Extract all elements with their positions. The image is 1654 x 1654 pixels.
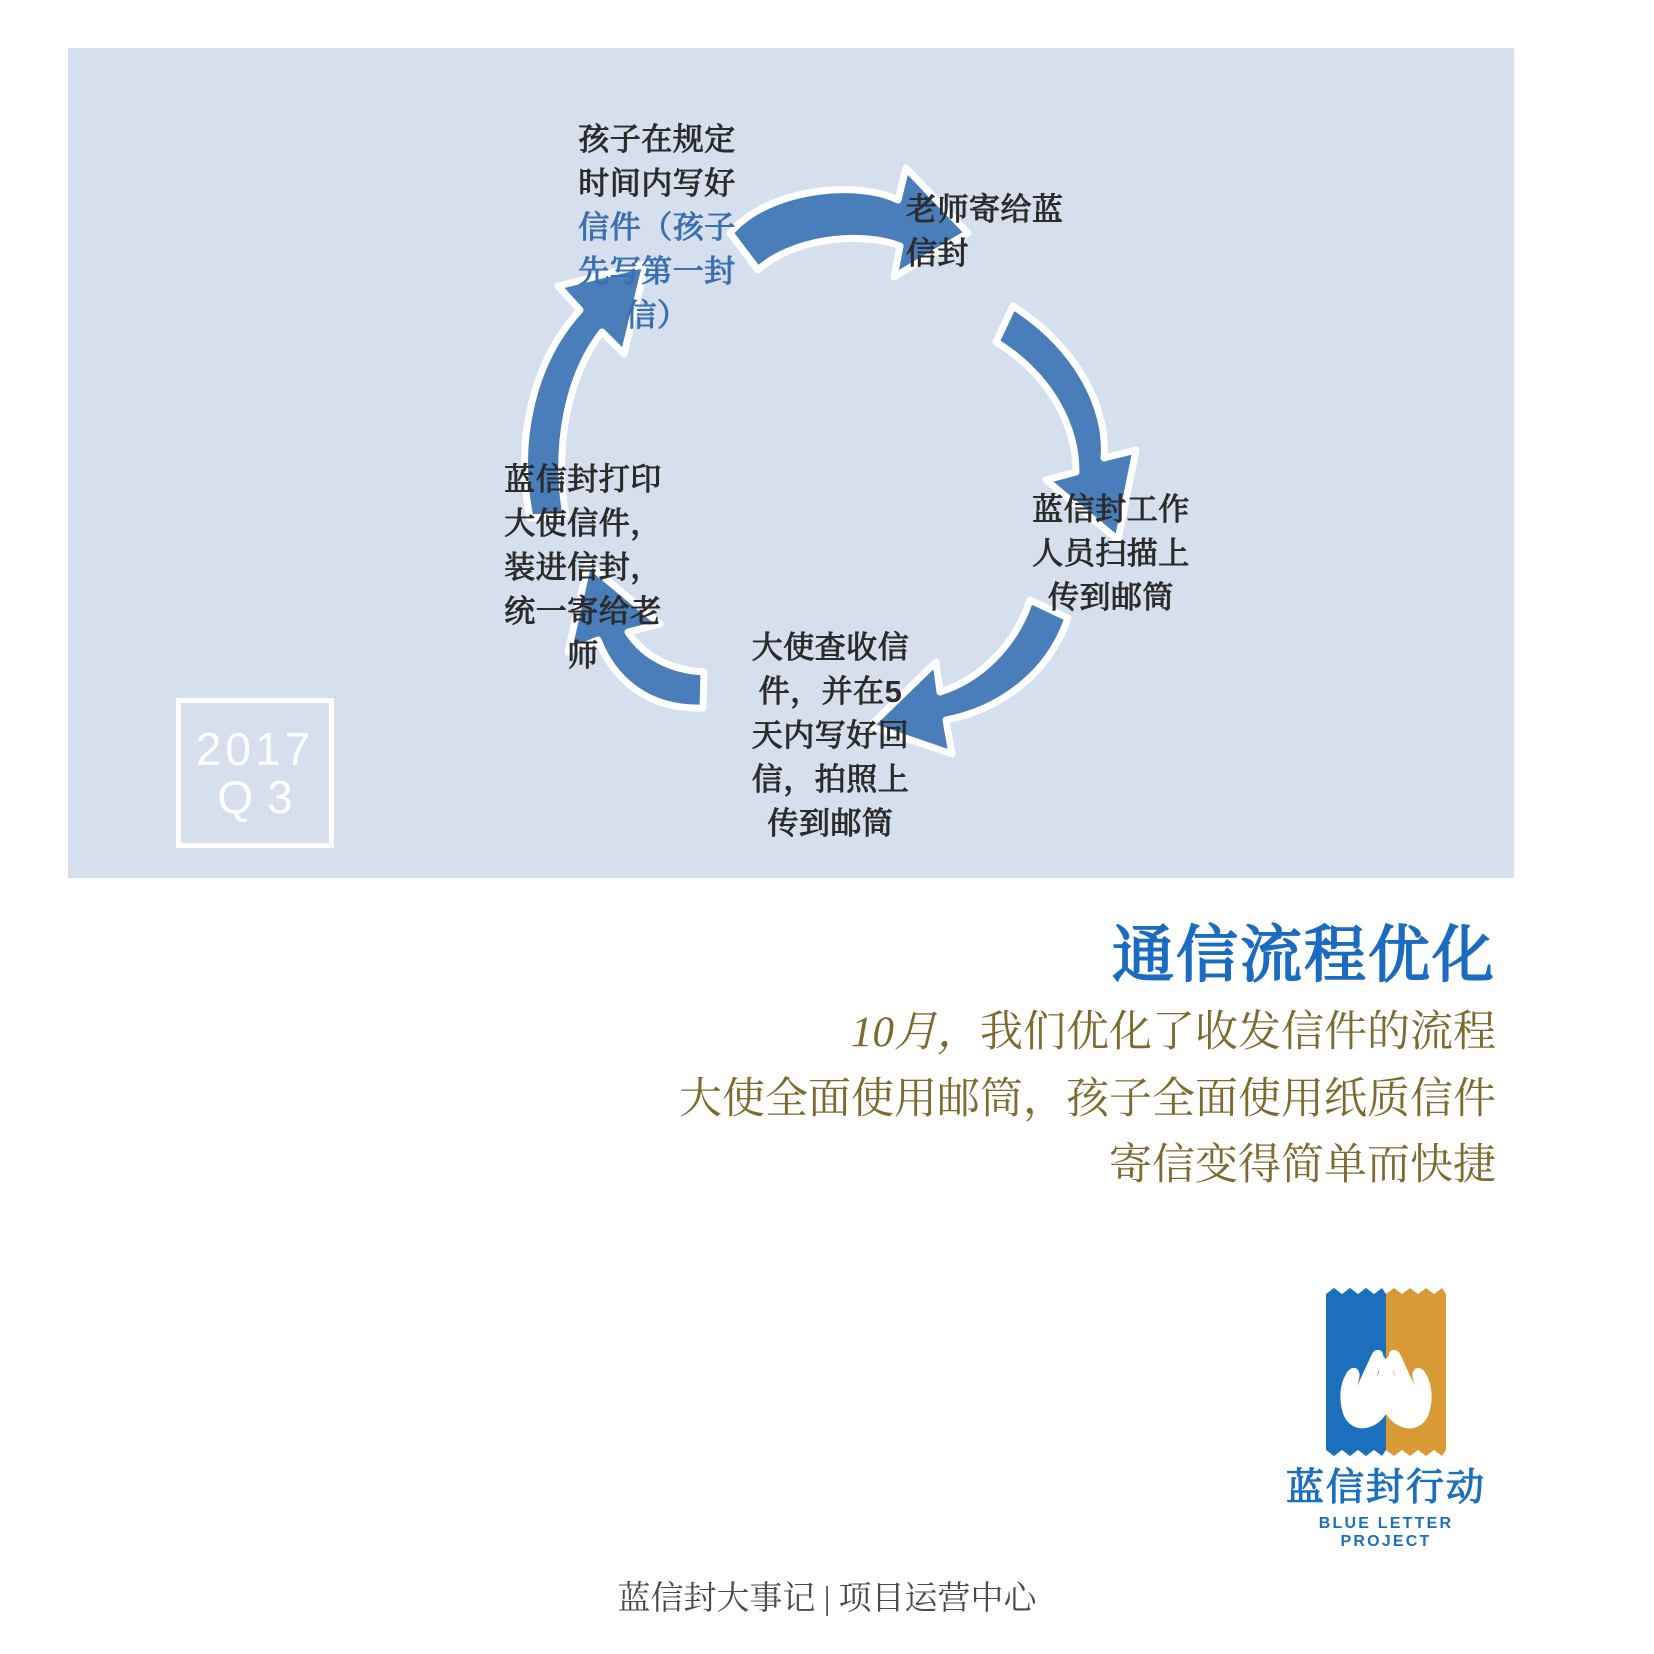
blue-letter-hands-icon: [1324, 1288, 1448, 1456]
diagram-panel: [68, 48, 1514, 878]
description-line1: 我们优化了收发信件的流程: [980, 1009, 1496, 1056]
page-title: 通信流程优化: [1111, 921, 1496, 990]
year-quarter-badge: [176, 698, 334, 848]
diagram-node-teacher-sends: 老师寄给蓝 信封: [906, 192, 1064, 272]
diagram-node-staff-scans: 蓝信封工作 人员扫描上 传到邮筒: [1032, 492, 1190, 616]
description-line2: 大使全面使用邮筒，孩子全面使用纸质信件: [679, 1075, 1496, 1123]
diagram-node-ambassador-replies: 大使查收信 件，并在5 天内写好回 信，拍照上 传到邮筒: [751, 630, 910, 842]
diagram-node-print-and-mail: 蓝信封打印 大使信件， 装进信封， 统一寄给老 师: [504, 462, 662, 674]
badge-year: 2017: [195, 722, 315, 775]
description-line3: 寄信变得简单而快捷: [1109, 1142, 1496, 1190]
logo: [1272, 1288, 1500, 1550]
footer-text: 蓝信封大事记 | 项目运营中心: [617, 1581, 1037, 1617]
description-text: [679, 1000, 1496, 1200]
logo-name-cn: 蓝信封行动: [1285, 1467, 1486, 1509]
description-line1-emphasis: 10月，: [851, 1009, 980, 1056]
diagram-node-child-writes: 孩子在规定 时间内写好 信件（孩子 先写第一封 信）: [578, 122, 736, 334]
badge-quarter: Q3: [217, 771, 307, 823]
logo-name-en: BLUE LETTER PROJECT: [1318, 1515, 1454, 1550]
logo-text: [1272, 1456, 1500, 1551]
